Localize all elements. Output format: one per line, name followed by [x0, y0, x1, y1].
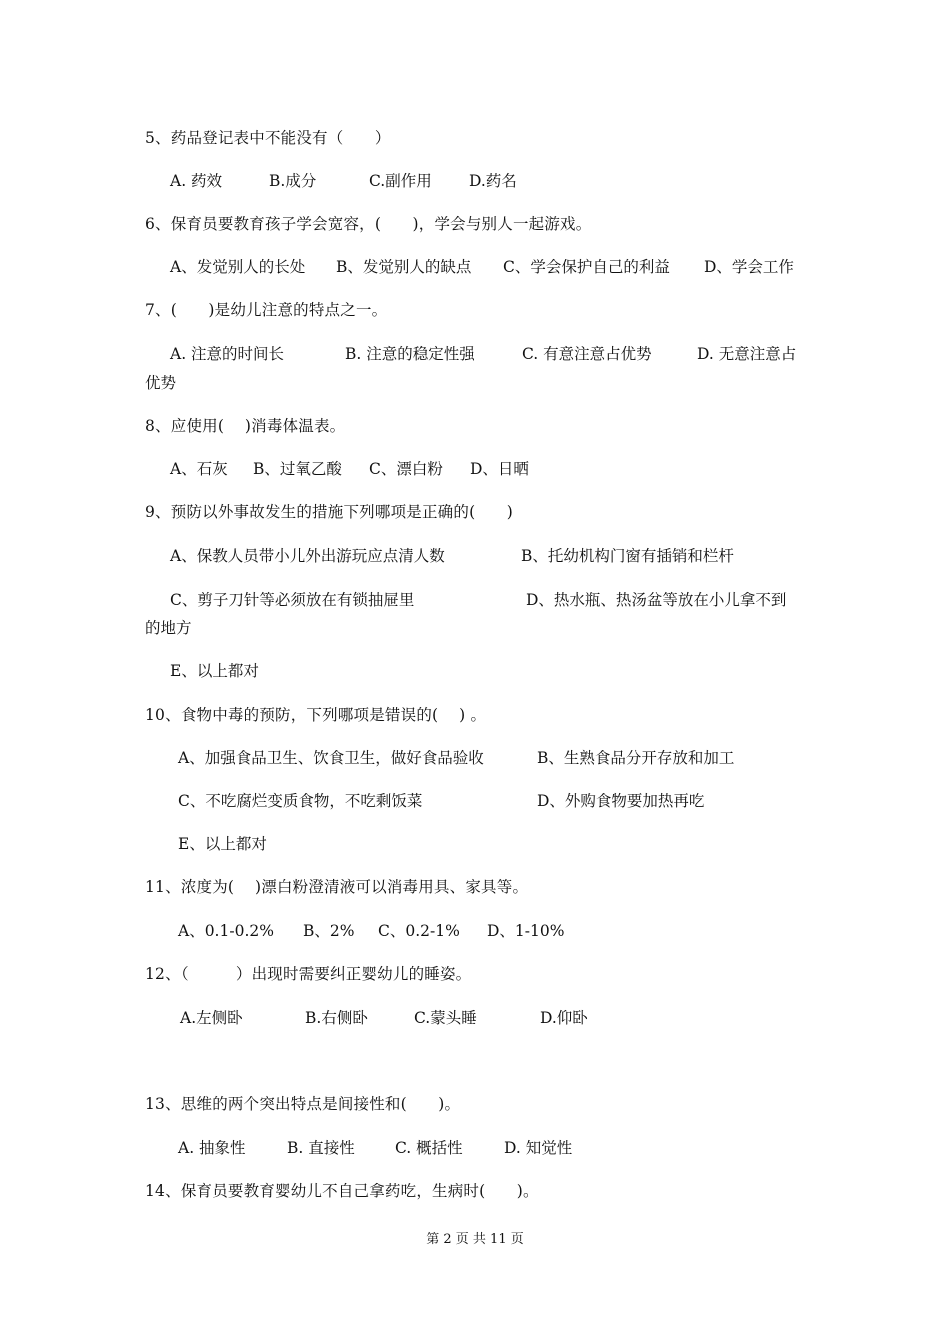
question-7-stem: 7、( )是幼儿注意的特点之一。 — [145, 301, 388, 319]
question-8-stem: 8、应使用( )消毒体温表。 — [145, 417, 346, 435]
question-12-option-b: B.右侧卧 — [305, 1009, 368, 1027]
question-11-option-b: B、2% — [303, 922, 355, 940]
question-5-option-a: A. 药效 — [170, 172, 223, 190]
question-11-option-d: D、1-10% — [487, 922, 565, 940]
question-13-stem: 13、思维的两个突出特点是间接性和( )。 — [145, 1095, 461, 1113]
question-7-option-d-wrap: 优势 — [145, 374, 177, 392]
question-10-option-a: A、加强食品卫生、饮食卫生，做好食品验收 — [178, 749, 484, 767]
question-8-option-c: C、漂白粉 — [369, 460, 443, 478]
question-13-option-d: D. 知觉性 — [504, 1139, 573, 1157]
question-5-option-d: D.药名 — [469, 172, 517, 190]
question-11-option-a: A、0.1-0.2% — [178, 922, 274, 940]
question-7-option-a: A. 注意的时间长 — [170, 345, 285, 363]
question-10-option-b: B、生熟食品分开存放和加工 — [537, 749, 735, 767]
question-5-stem: 5、药品登记表中不能没有（ ） — [145, 129, 391, 147]
question-12-stem: 12、（ ）出现时需要纠正婴幼儿的睡姿。 — [145, 965, 472, 983]
question-10-option-d: D、外购食物要加热再吃 — [537, 792, 705, 810]
question-6-option-d: D、学会工作 — [704, 258, 794, 276]
question-12-option-d: D.仰卧 — [540, 1009, 588, 1027]
question-7-option-c: C. 有意注意占优势 — [522, 345, 652, 363]
question-6-stem: 6、保育员要教育孩子学会宽容，( )，学会与别人一起游戏。 — [145, 215, 592, 233]
question-13-option-c: C. 概括性 — [395, 1139, 463, 1157]
page-number-footer: 第 2 页 共 11 页 — [426, 1232, 524, 1247]
question-14-stem: 14、保育员要教育婴幼儿不自己拿药吃，生病时( )。 — [145, 1182, 539, 1200]
question-8-option-a: A、石灰 — [170, 460, 228, 478]
question-9-option-e: E、以上都对 — [170, 662, 259, 680]
question-11-stem: 11、浓度为( )漂白粉澄清液可以消毒用具、家具等。 — [145, 878, 529, 896]
question-6-option-b: B、发觉别人的缺点 — [336, 258, 472, 276]
question-5-option-b: B.成分 — [269, 172, 317, 190]
question-13-option-b: B. 直接性 — [287, 1139, 355, 1157]
question-8-option-b: B、过氧乙酸 — [253, 460, 342, 478]
question-7-option-d: D. 无意注意占 — [697, 345, 797, 363]
question-12-option-c: C.蒙头睡 — [414, 1009, 477, 1027]
question-5-option-c: C.副作用 — [369, 172, 432, 190]
question-9-option-a: A、保教人员带小儿外出游玩应点清人数 — [170, 547, 445, 565]
question-8-option-d: D、日晒 — [470, 460, 529, 478]
question-7-option-b: B. 注意的稳定性强 — [345, 345, 475, 363]
question-10-option-c: C、不吃腐烂变质食物，不吃剩饭菜 — [178, 792, 423, 810]
question-9-option-b: B、托幼机构门窗有插销和栏杆 — [521, 547, 734, 565]
question-9-stem: 9、预防以外事故发生的措施下列哪项是正确的( ) — [145, 503, 513, 521]
question-12-option-a: A.左侧卧 — [180, 1009, 243, 1027]
question-6-option-a: A、发觉别人的长处 — [170, 258, 306, 276]
question-9-option-d-wrap: 的地方 — [145, 619, 192, 637]
question-9-option-d: D、热水瓶、热汤盆等放在小儿拿不到 — [526, 591, 787, 609]
question-13-option-a: A. 抽象性 — [178, 1139, 246, 1157]
question-6-option-c: C、学会保护自己的利益 — [503, 258, 670, 276]
question-11-option-c: C、0.2-1% — [378, 922, 460, 940]
question-10-stem: 10、食物中毒的预防，下列哪项是错误的( ) 。 — [145, 706, 487, 724]
question-9-option-c: C、剪子刀针等必须放在有锁抽屉里 — [170, 591, 415, 609]
question-10-option-e: E、以上都对 — [178, 835, 267, 853]
